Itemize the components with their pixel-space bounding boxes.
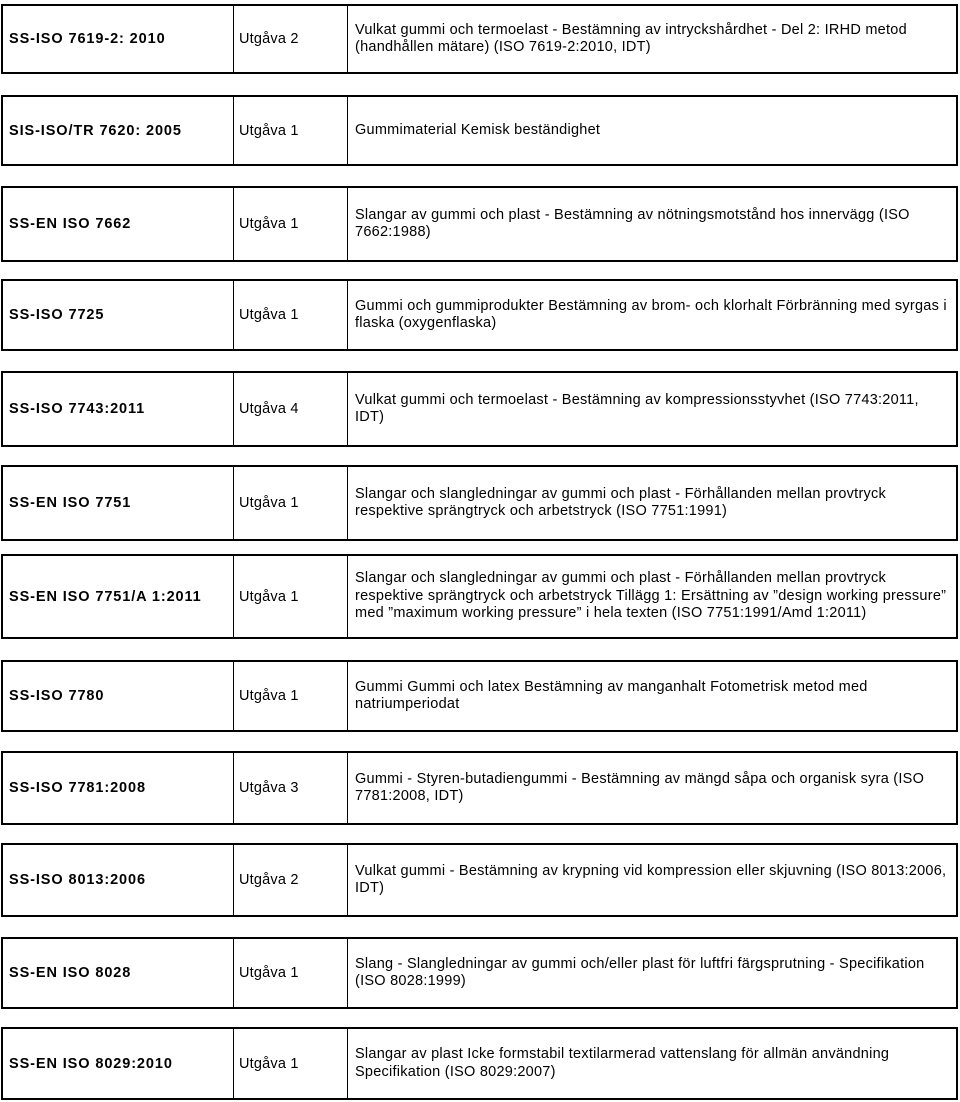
standard-title: Gummi och gummiprodukter Bestämning av brom- och klorhalt Förbränning med syrgas i flaska (oxygenflaska) [347,281,956,349]
standard-edition: Utgåva 2 [233,845,347,915]
standard-code: SS-ISO 7780 [9,688,105,704]
standard-entry [1,751,958,825]
standard-code: SS-EN ISO 8029:2010 [9,1055,173,1072]
standard-entry [1,1027,958,1100]
standard-entry [1,186,958,262]
standard-title: Slangar av plast Icke formstabil textilarmerad vattenslang för allmän användning Specifikation (ISO 8029:2007) [347,1029,956,1098]
standard-edition: Utgåva 1 [233,97,347,164]
standard-edition: Utgåva 1 [233,188,347,260]
standard-code: SS-ISO 7725 [9,307,105,323]
standard-entry [1,4,958,74]
standard-edition: Utgåva 1 [233,467,347,539]
standard-entry [1,465,958,541]
standard-title: Vulkat gummi och termoelast - Bestämning av kompressionsstyvhet (ISO 7743:2011, IDT) [347,373,956,445]
standard-title: Slangar och slangledningar av gummi och plast - Förhållanden mellan provtryck respektive sprängtryck och arbetstryck Tillägg 1: Ersättning av ”design working pressure” med ”maximum working pressure” i hela texten (ISO 7751:1991/Amd 1:2011) [347,556,956,637]
standard-entry [1,660,958,732]
standard-code: SS-EN ISO 8028 [9,965,132,981]
standard-edition: Utgåva 1 [233,939,347,1007]
standard-code: SS-EN ISO 7751/A 1:2011 [9,588,202,605]
standard-title: Gummi - Styren-butadiengummi - Bestämning av mängd såpa och organisk syra (ISO 7781:2008, IDT) [347,753,956,823]
standard-title: Gummimaterial Kemisk beständighet [347,97,956,164]
standard-entry [1,95,958,166]
standard-entry [1,843,958,917]
standard-entry [1,371,958,447]
standard-code: SS-ISO 7743:2011 [9,401,146,417]
standard-entry [1,937,958,1009]
standard-title: Slangar av gummi och plast - Bestämning av nötningsmotstånd hos innervägg (ISO 7662:1988) [347,188,956,260]
standard-code: SIS-ISO/TR 7620: 2005 [9,122,182,139]
standard-title: Slangar och slangledningar av gummi och plast - Förhållanden mellan provtryck respektive sprängtryck och arbetstryck (ISO 7751:1991) [347,467,956,539]
standard-edition: Utgåva 1 [233,1029,347,1098]
standard-edition: Utgåva 1 [233,662,347,730]
standard-edition: Utgåva 2 [233,6,347,72]
standard-code: SS-ISO 8013:2006 [9,872,146,888]
standard-title: Slang - Slangledningar av gummi och/eller plast för luftfri färgsprutning - Specifikation (ISO 8028:1999) [347,939,956,1007]
standard-entry [1,279,958,351]
standard-edition: Utgåva 4 [233,373,347,445]
standard-title: Gummi Gummi och latex Bestämning av manganhalt Fotometrisk metod med natriumperiodat [347,662,956,730]
standard-edition: Utgåva 1 [233,556,347,637]
standard-title: Vulkat gummi - Bestämning av krypning vid kompression eller skjuvning (ISO 8013:2006, IDT) [347,845,956,915]
standard-code: SS-ISO 7781:2008 [9,780,146,796]
standard-entry [1,554,958,639]
standard-edition: Utgåva 1 [233,281,347,349]
standard-code: SS-ISO 7619-2: 2010 [9,31,166,47]
standard-code: SS-EN ISO 7662 [9,216,132,232]
standard-edition: Utgåva 3 [233,753,347,823]
standard-title: Vulkat gummi och termoelast - Bestämning av intryckshårdhet - Del 2: IRHD metod (handhållen mätare) (ISO 7619-2:2010, IDT) [347,6,956,72]
standard-code: SS-EN ISO 7751 [9,495,132,511]
